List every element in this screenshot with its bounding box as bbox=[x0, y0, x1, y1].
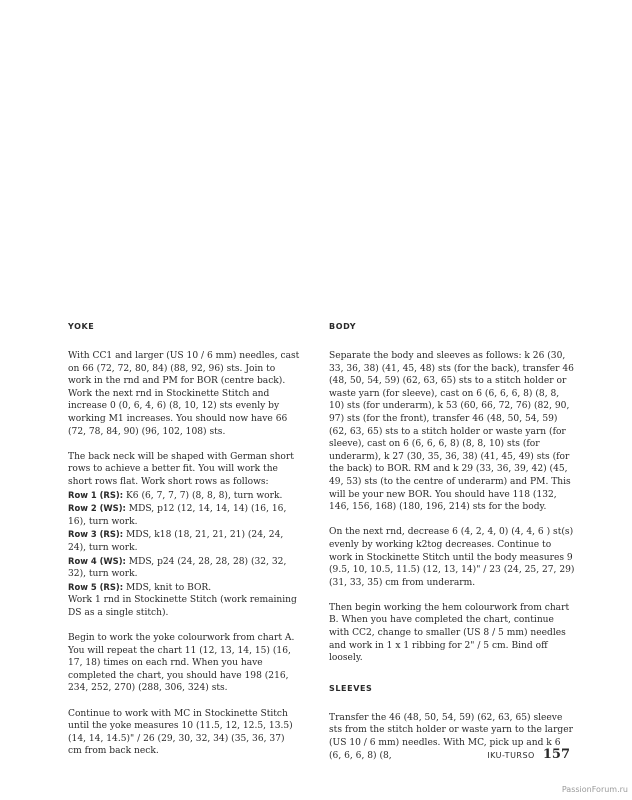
body-paragraph-2: On the next rnd, decrease 6 (4, 2, 4, 0) (4, 4, 6 ) st(s) evenly by working k2tog decreases. Continue to work in Stockinette Stitch until the body measures 9 (9.5, 10, 10.5, 11.5) (12, 13, 14)" / 23 (24, 25, 27, 29) (31, 33, 35) cm from underarm. bbox=[329, 527, 575, 588]
row-3-label: Row 3 (RS): bbox=[68, 529, 124, 540]
body-paragraph-3: Then begin working the hem colourwork from chart B. When you have completed the chart, continue with CC2, change to smaller (US 8 / 5 mm) needles and work in 1 x 1 ribbing for 2" / 5 cm. Bind off loosely. bbox=[329, 602, 570, 664]
row-2-text: MDS, p12 (12, 14, 14, 14) (16, 16, 16), turn work. bbox=[68, 504, 287, 527]
row-4-text: MDS, p24 (24, 28, 28, 28) (32, 32, 32), turn work. bbox=[68, 556, 287, 580]
row-1-label: Row 1 (RS): bbox=[68, 489, 124, 500]
short-rows-intro: The back neck will be shaped with German short rows to achieve a better fit. You will work the short rows flat. Work short rows as follows: bbox=[68, 451, 294, 487]
row-4 bbox=[68, 555, 300, 581]
sleeves-paragraph-1: Transfer the 46 (48, 50, 54, 59) (62, 63, 65) sleeve sts from the stitch holder or waste yarn to the larger (US 10 / 6 mm) needles. With MC, pick up and k 6 (6, 6, 6, 8) (8, bbox=[329, 712, 573, 761]
row-3-text: MDS, k18 (18, 21, 21, 21) (24, 24, 24), turn work. bbox=[68, 530, 284, 553]
row-5-label: Row 5 (RS): bbox=[68, 581, 124, 592]
row-2-label: Row 2 (WS): bbox=[68, 503, 126, 514]
footer-pattern-name: IKU-TURSO bbox=[487, 751, 535, 760]
yoke-paragraph-1: With CC1 and larger (US 10 / 6 mm) needles, cast on 66 (72, 72, 80, 84) (88, 92, 96) sts. Join to work in the rnd and PM for BOR (centre back). Work the next rnd in Stockinette Stitch and increase 0 (0, 6, 4, 6) (8, 10, 12) sts evenly by working M1 increases. You should now have 66 (72, 78, 84, 90) (96, 102, 108) sts. bbox=[68, 351, 300, 437]
yoke-section bbox=[68, 321, 300, 771]
row-3 bbox=[68, 528, 300, 554]
row-4-label: Row 4 (WS): bbox=[68, 555, 126, 566]
row-2 bbox=[68, 502, 300, 528]
yoke-heading: YOKE bbox=[68, 322, 95, 331]
watermark: PassionForum.ru bbox=[561, 785, 628, 794]
sleeves-heading: SLEEVES bbox=[329, 683, 373, 693]
body-heading: BODY bbox=[329, 322, 357, 331]
body-section bbox=[329, 321, 575, 775]
row-5 bbox=[68, 581, 300, 595]
page-number: 157 bbox=[542, 747, 570, 762]
yoke-paragraph-4: Continue to work with MC in Stockinette Stitch until the yoke measures 10 (11.5, 12, 12.5, 13.5) (14, 14, 14.5)" / 26 (29, 30, 32, 34) (35, 36, 37) cm from back neck. bbox=[68, 708, 293, 757]
yoke-paragraph-3: Begin to work the yoke colourwork from chart A. You will repeat the chart 11 (12, 13, 14, 15) (16, 17, 18) times on each rnd. When you have completed the chart, you should have 198 (216, 234, 252, 270) (288, 306, 324) sts. bbox=[68, 633, 295, 694]
row-1-text: K6 (6, 7, 7, 7) (8, 8, 8), turn work. bbox=[126, 490, 283, 501]
short-rows-block bbox=[68, 451, 300, 620]
body-paragraph-1: Separate the body and sleeves as follows: k 26 (30, 33, 36, 38) (41, 45, 48) sts (for the back), transfer 46 (48, 50, 54, 59) (62, 63, 65) sts to a stitch holder or waste yarn (for sleeve), cast on 6 (6, 6, 6, 8) (8, 8, 10) sts (for underarm), k 53 (60, 66, 72, 76) (82, 90, 97) sts (for the front), transfer 46 (48, 50, 54, 59) (62, 63, 65) sts to a stitch holder or waste yarn (for sleeve), cast on 6 (6, 6, 6, 8) (8, 8, 10) sts (for underarm), k 27 (30, 35, 36, 38) (41, 45, 49) sts (for the back) to BOR. RM and k 29 (33, 36, 39, 42) (45, 49, 53) sts (to the centre of underarm) and PM. This will be your new BOR. You should have 118 (132, 146, 156, 168) (180, 196, 214) sts for the body. bbox=[329, 351, 574, 513]
row-1 bbox=[68, 489, 300, 503]
short-rows-end: Work 1 rnd in Stockinette Stitch (work remaining DS as a single stitch). bbox=[68, 595, 297, 618]
row-5-text: MDS, knit to BOR. bbox=[126, 582, 212, 593]
page-footer bbox=[487, 747, 570, 762]
